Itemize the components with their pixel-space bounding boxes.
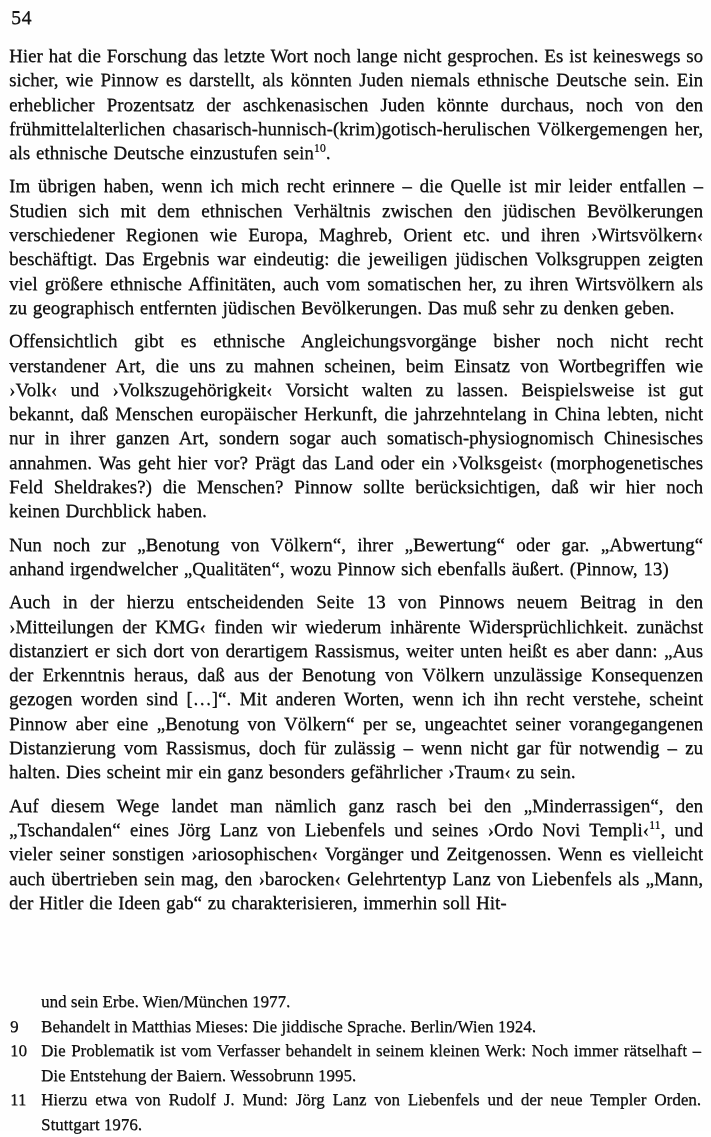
footnote-number: 9 [10, 1016, 19, 1036]
footnote-continuation [10, 990, 701, 1015]
footnote-11 [10, 1088, 701, 1137]
body-paragraph-5: Auch in der hierzu entscheidenden Seite 13 von Pinnows neuem Beitrag in den ›Mitteilungen der KMG‹ finden wir wiederum inhärente Widersprüchlichkeit. zunächst distanziert er sich dort von derartigem Rassismus, weiter unten heißt es aber dann: „Aus der Erkenntnis heraus, daß aus der Benotung von Völkern unzulässige Konsequenzen gezogen worden sind […]“. Mit anderen Worten, wenn ich ihn recht verstehe, scheint Pinnow aber eine „Benotung von Völkern“ per se, ungeachtet seiner vorangegangenen Distanzierung vom Rassismus, doch für zulässig – wenn nicht gar für notwendig – zu halten. Dies scheint mir ein ganz besonders gefährlicher ›Traum‹ zu sein. [9, 592, 703, 784]
footnote-ref-10: 10 [313, 140, 326, 155]
body-paragraph-6 [9, 795, 703, 916]
page-body [9, 45, 703, 925]
paragraph-text: Hier hat die Forschung das letzte Wort noch lange nicht gesprochen. Es ist keineswegs so sicher, wie Pinnow es darstellt, als könnten Juden niemals ethnische Deutsche sein. Ein erheblicher Prozentsatz der aschkenasischen Juden könnte durchaus, noch von den frühmittelalterlichen chasarisch-hunnisch-(krim)gotisch-herulischen Völkergemengen her, als ethnische Deutsche einzustufen sein [9, 46, 703, 165]
page-number: 54 [11, 7, 32, 29]
footnote-10 [10, 1039, 701, 1088]
footnote-text: Behandelt in Matthias Mieses: Die jiddische Sprache. Berlin/Wien 1924. [41, 1016, 537, 1036]
footnote-text: Hierzu etwa von Rudolf J. Mund: Jörg Lanz von Liebenfels und der neue Templer Orden. Stuttgart 1976. [41, 1090, 701, 1134]
footnotes-section [10, 990, 701, 1137]
footnote-text: Die Problematik ist vom Verfasser behandelt in seinem kleinen Werk: Noch immer rätselhaft – Die Entstehung der Baiern. Wessobrunn 1995. [41, 1041, 701, 1085]
footnote-ref-11: 11 [648, 817, 661, 832]
footnote-number: 11 [10, 1090, 27, 1109]
footnote-number: 10 [10, 1041, 27, 1060]
body-paragraph-3: Offensichtlich gibt es ethnische Angleichungsvorgänge bisher noch nicht recht verstandener Art, die uns zu mahnen scheinen, beim Einsatz von Wortbegriffen wie ›Volk‹ und ›Volkszugehörigkeit‹ Vorsicht walten zu lassen. Beispielsweise ist gut bekannt, daß Menschen europäischer Herkunft, die jahrzehntelang in China lebten, nicht nur in ihrer ganzen Art, sondern sogar auch somatisch-physiognomisch Chinesisches annahmen. Was geht hier vor? Prägt das Land oder ein ›Volksgeist‹ (morphogenetisches Feld Sheldrakes?) die Menschen? Pinnow sollte berücksichtigen, daß wir hier noch keinen Durchblick haben. [9, 331, 703, 523]
body-paragraph-1 [9, 45, 703, 166]
body-paragraph-4: Nun noch zur „Benotung von Völkern“, ihrer „Bewertung“ oder gar. „Abwertung“ anhand irgendwelcher „Qualitäten“, wozu Pinnow sich ebenfalls äußert. (Pinnow, 13) [9, 534, 703, 580]
paragraph-text: . [325, 143, 331, 165]
body-paragraph-2: Im übrigen haben, wenn ich mich recht erinnere – die Quelle ist mir leider entfallen – Studien sich mit dem ethnischen Verhältnis zwischen den jüdischen Bevölkerungen verschiedener Regionen wie Europa, Maghreb, Orient etc. und ihren ›Wirtsvölkern‹ beschäftigt. Das Ergebnis war eindeutig: die jeweiligen jüdischen Volksgruppen zeigten viel größere ethnische Affinitäten, auch vom somatischen her, zu ihren Wirtsvölkern als zu geographisch entfernten jüdischen Bevölkerungen. Das muß sehr zu denken geben. [9, 176, 703, 319]
footnote-9 [10, 1015, 701, 1040]
paragraph-text: Auf diesem Wege landet man nämlich ganz rasch bei den „Minderrassigen“, den „Tschandalen“ eines Jörg Lanz von Liebenfels und seines ›Ordo Novi Templi‹ [9, 795, 703, 841]
footnote-text: und sein Erbe. Wien/München 1977. [41, 992, 291, 1011]
paragraph-text: , und vieler seiner sonstigen ›ariosophischen‹ Vorgänger und Zeitgenossen. Wenn es vielleicht auch übertrieben sein mag, den ›barocken‹ Gelehrtentyp Lanz von Liebenfels als „Mann, der Hitler die Ideen gab“ zu charakterisieren, immerhin soll Hit- [9, 819, 703, 914]
